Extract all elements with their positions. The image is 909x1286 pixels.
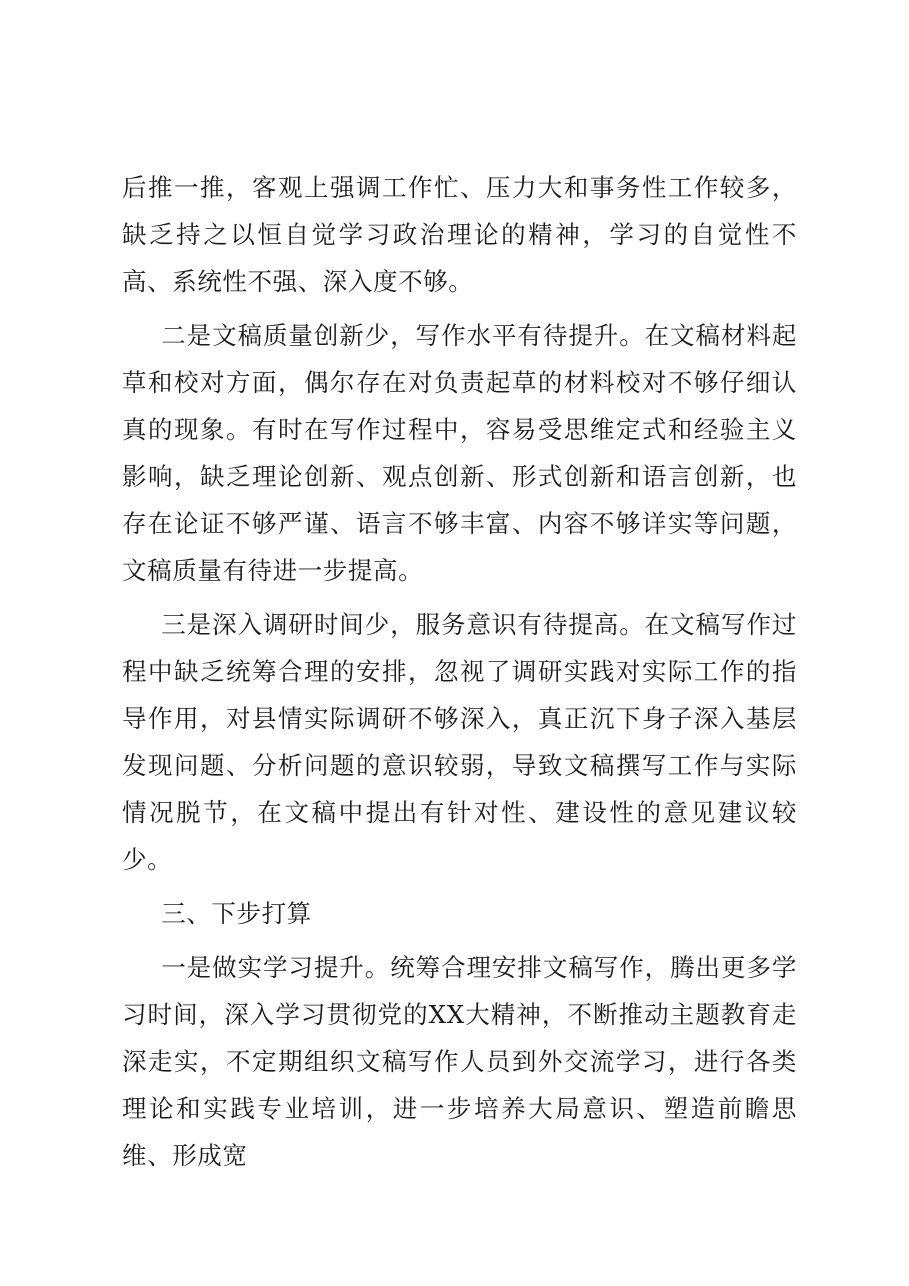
paragraph-issue-two: 二是文稿质量创新少，写作水平有待提升。在文稿材料起草和校对方面，偶尔存在对负责起草的材料校对不够仔细认真的现象。有时在写作过程中，容易受思维定式和经验主义影响，缺乏理论创新、观点创新、形式创新和语言创新，也存在论证不够严谨、语言不够丰富、内容不够详实等问题，文稿质量有待进一步提高。 bbox=[122, 321, 797, 585]
paragraph-continuation: 后推一推，客观上强调工作忙、压力大和事务性工作较多，缺乏持之以恒自觉学习政治理论的精神，学习的自觉性不高、系统性不强、深入度不够。 bbox=[122, 173, 797, 296]
paragraph-plan-one: 一是做实学习提升。统筹合理安排文稿写作，腾出更多学习时间，深入学习贯彻党的XX大精神，不断推动主题教育走深走实，不定期组织文稿写作人员到外交流学习，进行各类理论和实践专业培训，进一步培养大局意识、塑造前瞻思维、形成宽 bbox=[122, 953, 797, 1170]
document-body bbox=[122, 164, 797, 1186]
section-heading-next-steps: 三、下步打算 bbox=[161, 899, 312, 928]
paragraph-issue-three: 三是深入调研时间少，服务意识有待提高。在文稿写作过程中缺乏统筹合理的安排，忽视了调研实践对实际工作的指导作用，对县情实际调研不够深入，真正沉下身子深入基层发现问题、分析问题的意识较弱，导致文稿撰写工作与实际情况脱节，在文稿中提出有针对性、建设性的意见建议较少。 bbox=[122, 610, 797, 874]
